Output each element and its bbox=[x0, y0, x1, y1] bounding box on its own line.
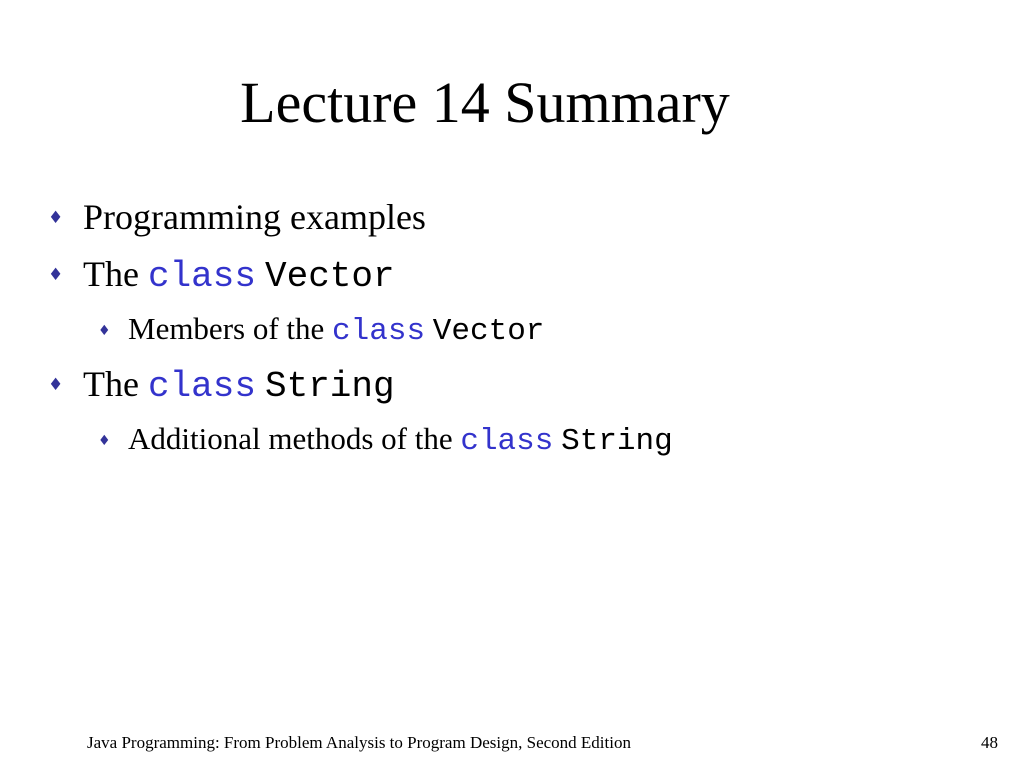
bullet-class-string bbox=[48, 364, 395, 407]
footer-book-title: Java Programming: From Problem Analysis to Program Design, Second Edition bbox=[87, 733, 631, 752]
diamond-bullet-icon: ♦ bbox=[48, 265, 64, 285]
diamond-bullet-icon: ♦ bbox=[98, 323, 111, 339]
diamond-bullet-icon: ♦ bbox=[98, 433, 111, 449]
bullet-class-vector bbox=[48, 254, 395, 297]
class-name-code: Vector bbox=[432, 314, 545, 349]
diamond-bullet-icon: ♦ bbox=[48, 375, 64, 395]
bullet-text: The bbox=[83, 254, 139, 294]
bullet-text: Members of the bbox=[128, 311, 325, 346]
java-keyword: class bbox=[147, 256, 256, 297]
bullet-text: Additional methods of the bbox=[128, 421, 453, 456]
class-name-code: String bbox=[561, 424, 673, 459]
diamond-bullet-icon: ♦ bbox=[48, 208, 64, 228]
sub-bullet-members-of-vector bbox=[98, 311, 545, 350]
slide-title: Lecture 14 Summary bbox=[240, 70, 730, 135]
bullet-text: Programming examples bbox=[83, 197, 426, 237]
sub-bullet-additional-methods-of-string bbox=[98, 421, 673, 460]
java-keyword: class bbox=[147, 366, 256, 407]
class-name-code: String bbox=[265, 366, 395, 407]
java-keyword: class bbox=[332, 314, 426, 349]
java-keyword: class bbox=[460, 424, 554, 459]
page-number: 48 bbox=[981, 733, 998, 752]
bullet-text: The bbox=[83, 364, 139, 404]
bullet-programming-examples bbox=[48, 197, 426, 237]
class-name-code: Vector bbox=[265, 256, 395, 297]
